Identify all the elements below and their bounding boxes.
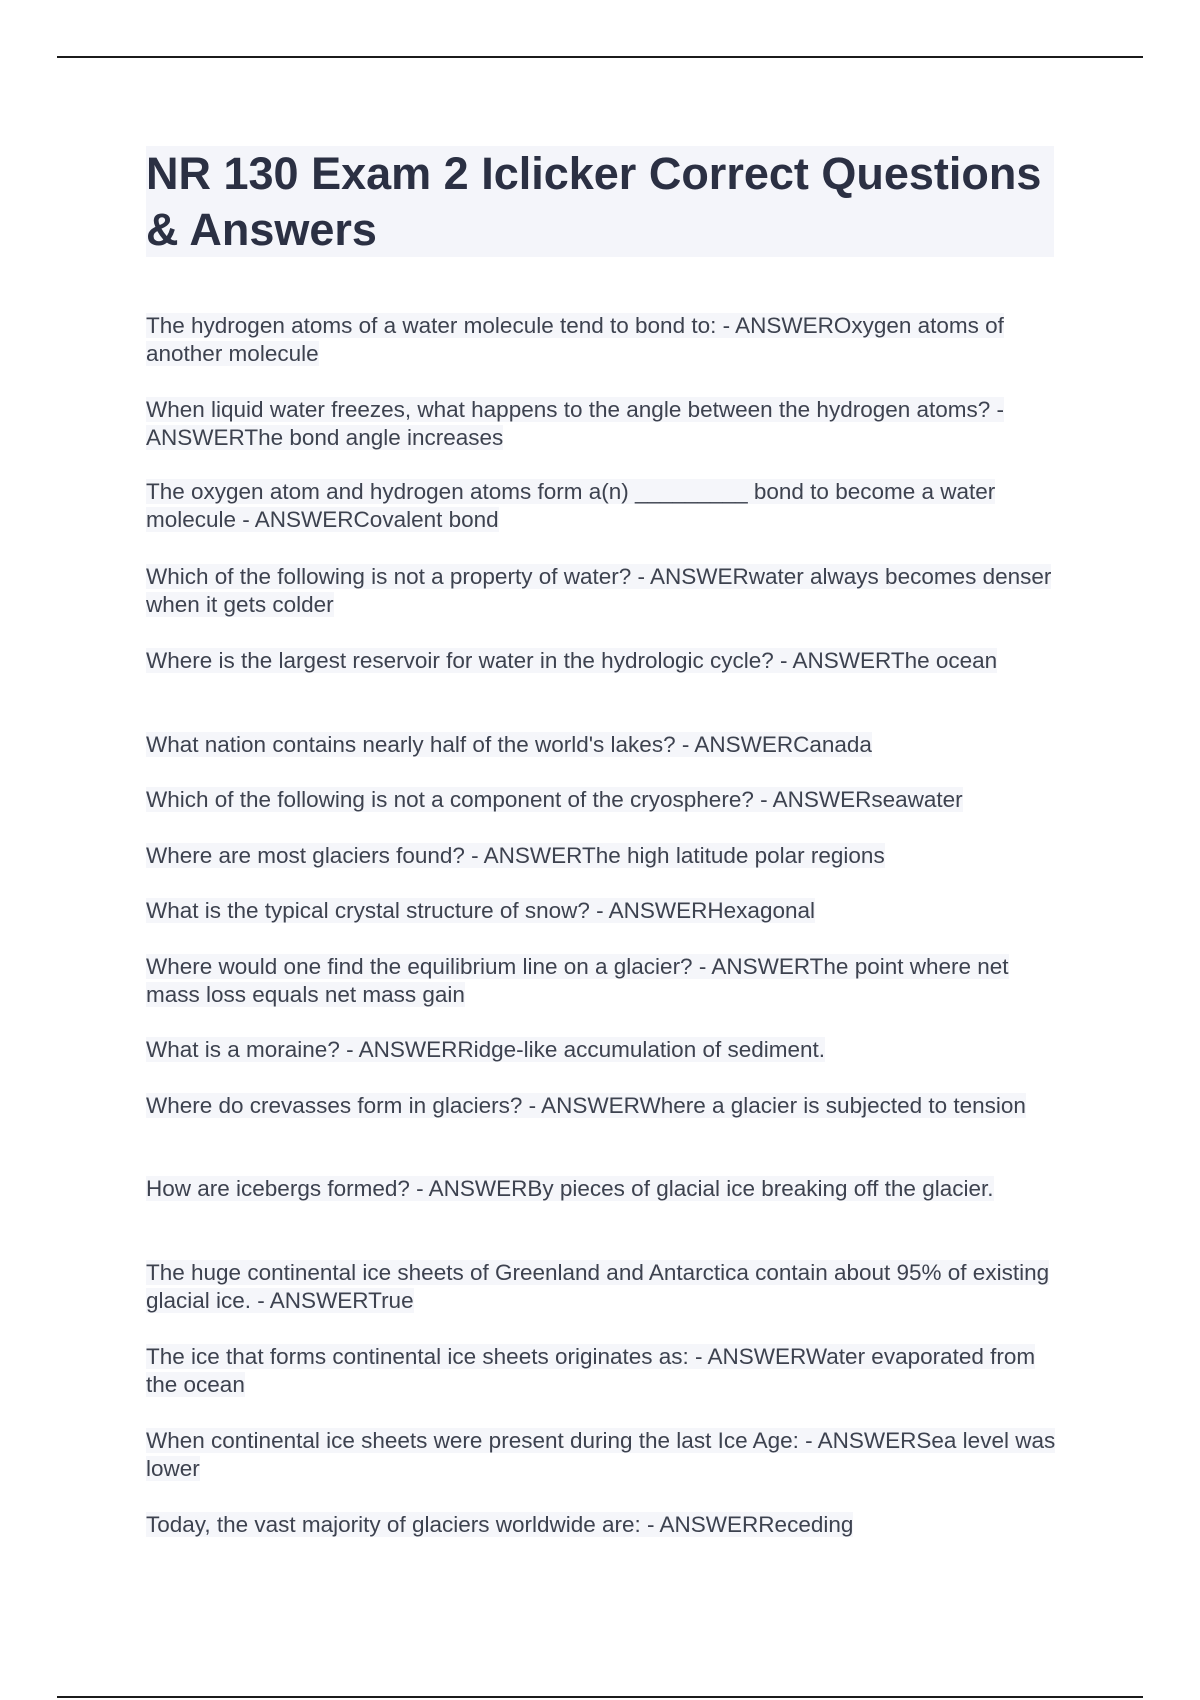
qa-item: The huge continental ice sheets of Greenland and Antarctica contain about 95% of existing glacial ice. - ANSWERTrue [146,1260,1050,1313]
qa-item: What is the typical crystal structure of snow? - ANSWERHexagonal [146,898,816,923]
qa-item: The hydrogen atoms of a water molecule tend to bond to: - ANSWEROxygen atoms of another molecule [146,313,1004,366]
qa-item: What nation contains nearly half of the world's lakes? - ANSWERCanada [146,732,872,757]
qa-item: Today, the vast majority of glaciers worldwide are: - ANSWERReceding [146,1512,854,1537]
qa-item: Where are most glaciers found? - ANSWERThe high latitude polar regions [146,843,885,868]
qa-item: Where would one find the equilibrium line on a glacier? - ANSWERThe point where net mass loss equals net mass gain [146,954,1009,1007]
qa-item: What is a moraine? - ANSWERRidge-like accumulation of sediment. [146,1037,826,1062]
document-title: NR 130 Exam 2 Iclicker Correct Questions & Answers [146,148,1042,255]
bottom-rule [57,1696,1143,1698]
qa-item: How are icebergs formed? - ANSWERBy pieces of glacial ice breaking off the glacier. [146,1176,994,1201]
qa-item: The ice that forms continental ice sheets originates as: - ANSWERWater evaporated from the ocean [146,1344,1036,1397]
qa-item: Which of the following is not a component of the cryosphere? - ANSWERseawater [146,787,963,812]
qa-item: Which of the following is not a property of water? - ANSWERwater always becomes denser when it gets colder [146,564,1052,617]
top-rule [57,56,1143,58]
qa-item: Where is the largest reservoir for water in the hydrologic cycle? - ANSWERThe ocean [146,648,998,673]
qa-item: The oxygen atom and hydrogen atoms form a(n) _________ bond to become a water molecule - ANSWERCovalent bond [146,479,996,532]
qa-item: When liquid water freezes, what happens to the angle between the hydrogen atoms? - ANSWERThe bond angle increases [146,397,1005,450]
qa-item: When continental ice sheets were present during the last Ice Age: - ANSWERSea level was lower [146,1428,1056,1481]
qa-item: Where do crevasses form in glaciers? - ANSWERWhere a glacier is subjected to tension [146,1093,1026,1118]
